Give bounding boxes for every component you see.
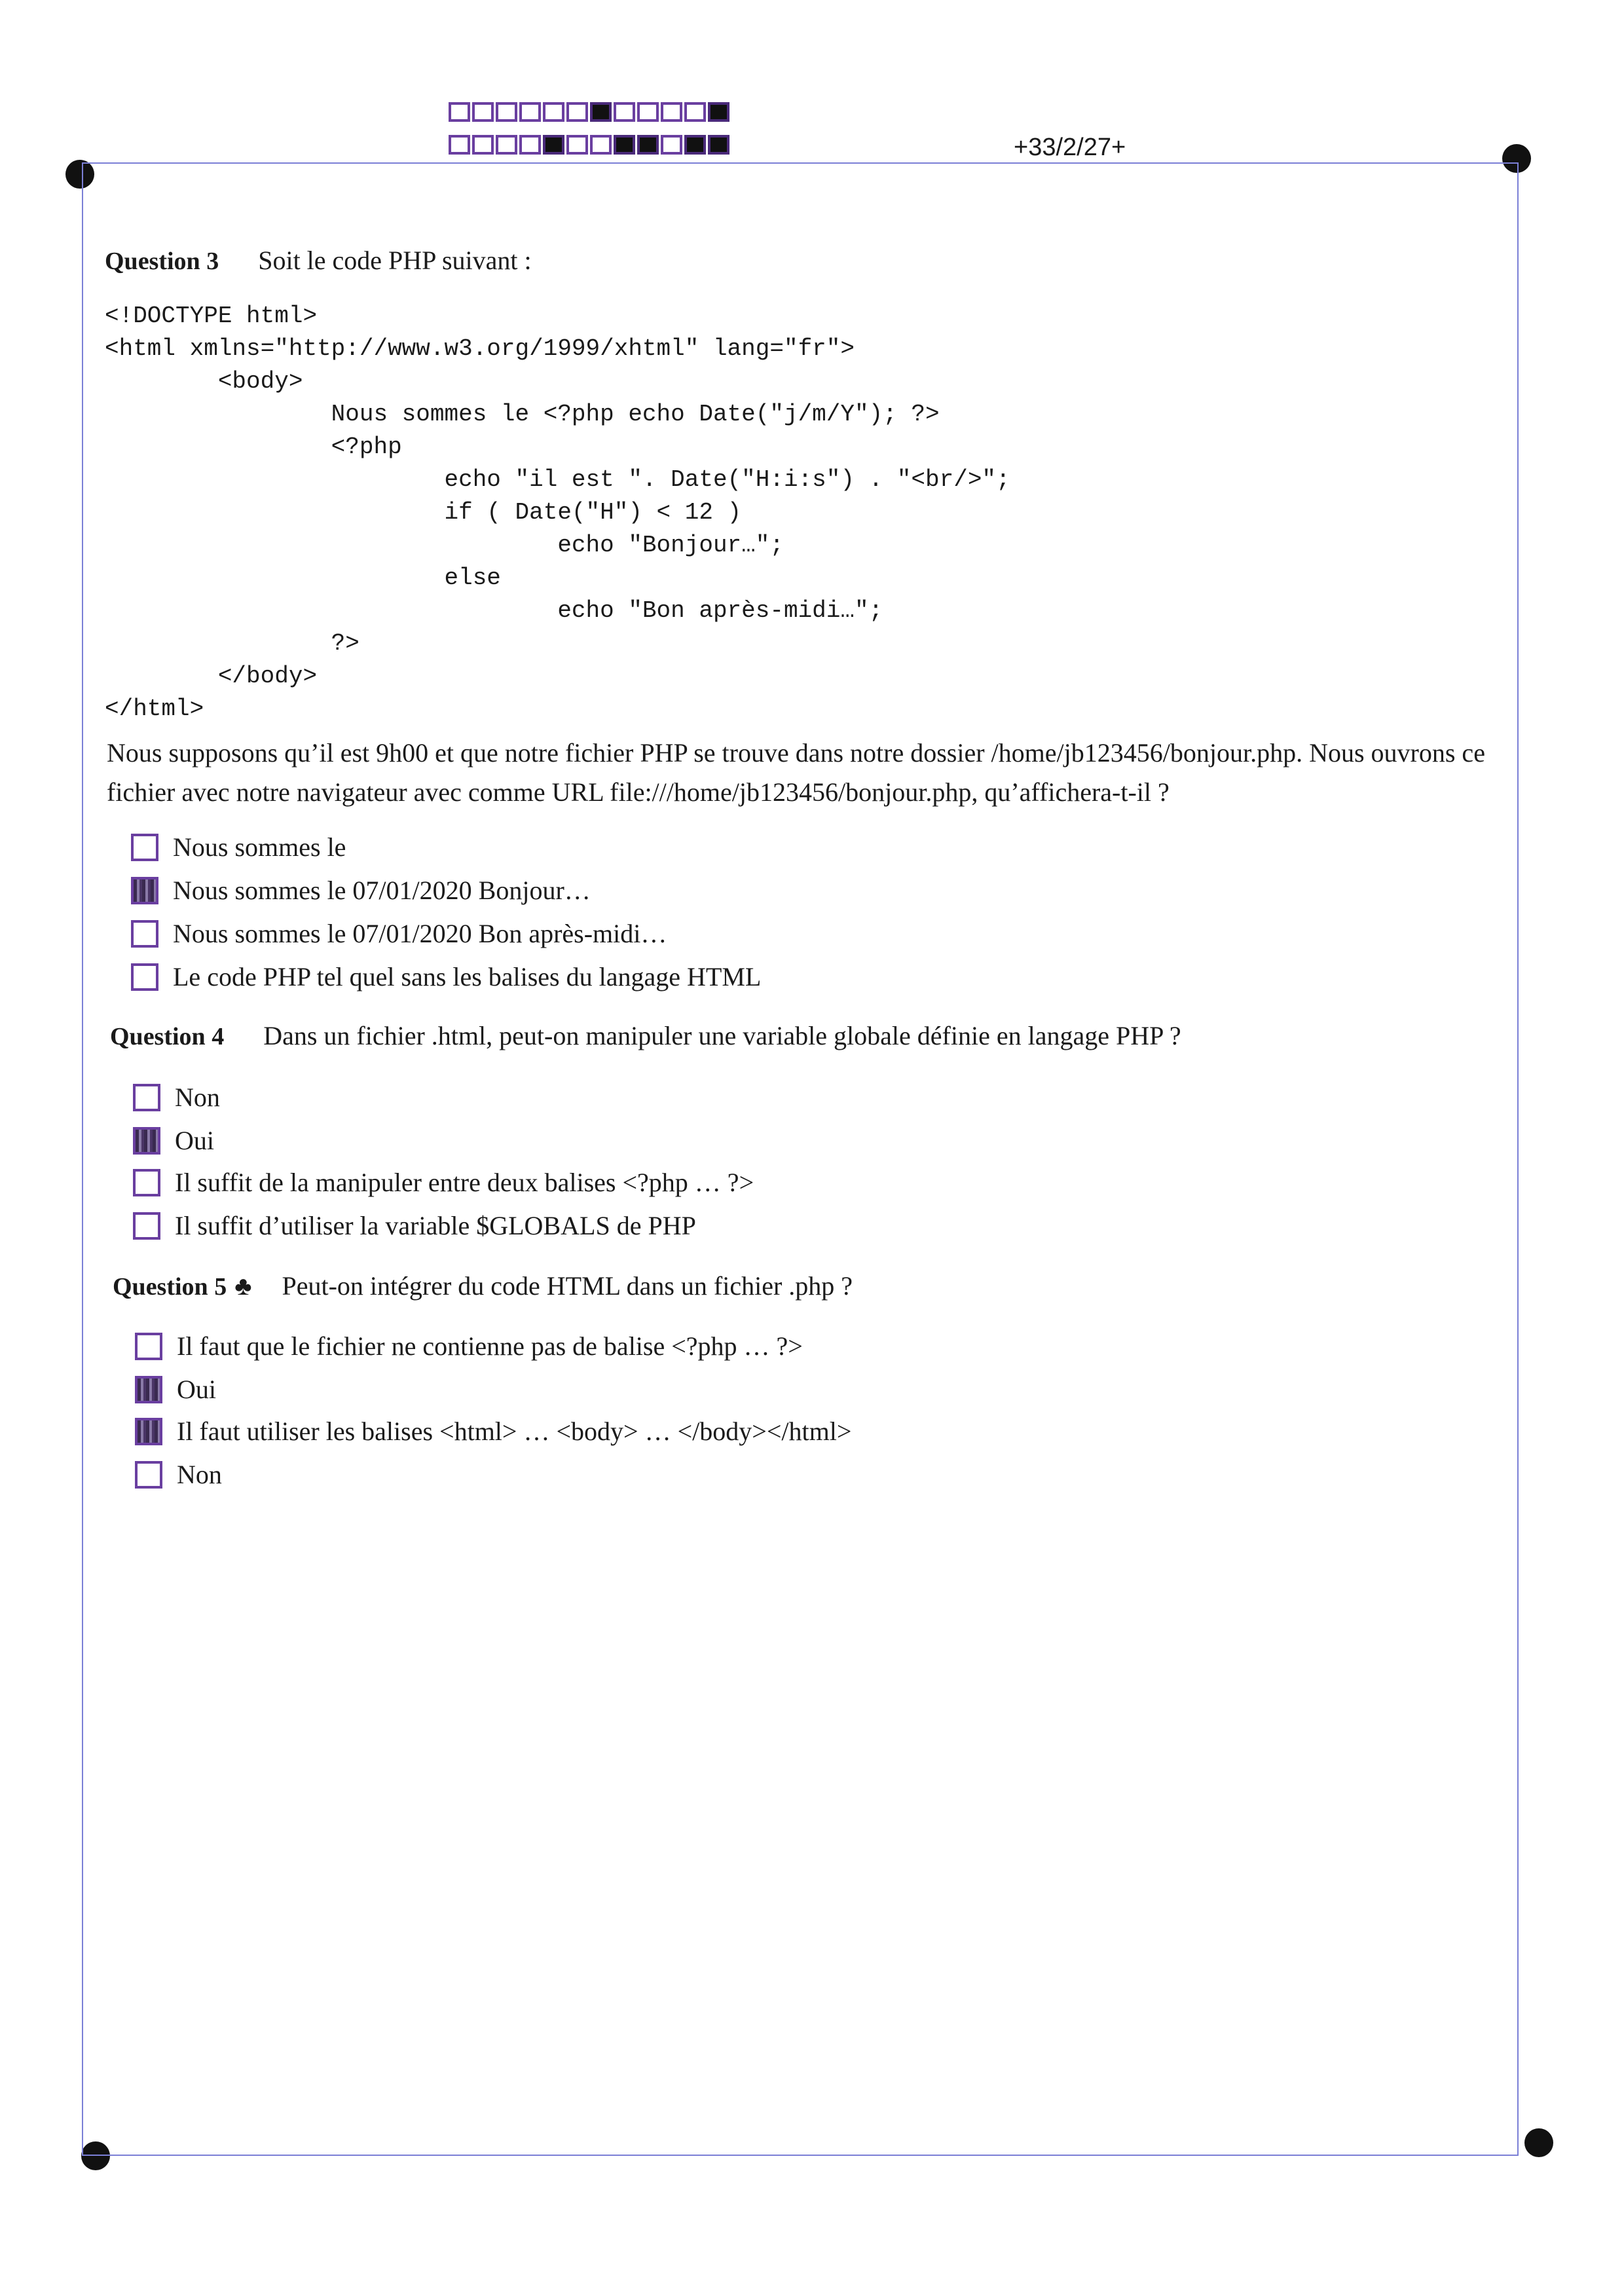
checkbox[interactable]: [131, 834, 158, 861]
checkbox[interactable]: [133, 1169, 160, 1196]
option-label: Oui: [175, 1126, 214, 1155]
id-code-cell: [684, 135, 706, 155]
id-code-cell: [614, 135, 635, 155]
id-code-cell: [472, 135, 494, 155]
checkbox[interactable]: [135, 1418, 162, 1445]
id-code-row-1: [449, 102, 731, 122]
id-code-cell: [472, 102, 494, 122]
id-code-cell: [684, 102, 706, 122]
id-code-cell: [543, 102, 564, 122]
option-q3-b[interactable]: [131, 875, 591, 906]
question-3-header: [105, 245, 532, 276]
id-code-row-2: [449, 135, 731, 155]
page-id: +33/2/27+: [1014, 134, 1126, 161]
checkbox[interactable]: [131, 877, 158, 904]
checkbox[interactable]: [131, 920, 158, 948]
php-code-block: <!DOCTYPE html> <html xmlns="http://www.w3.org/1999/xhtml" lang="fr"> <body> Nous sommes le <?php echo Date("j/m/Y"); ?> <?php echo "il est ". Date("H:i:s") . "<br/>"; if ( Date("H") < 12 ) echo "Bonjour…"; else echo "Bon après-midi…"; ?> </body> </html>: [105, 303, 1010, 722]
option-q4-b[interactable]: [133, 1125, 214, 1156]
id-code-cell: [637, 135, 659, 155]
question-4-header: [110, 1020, 1181, 1051]
id-code-cell: [566, 102, 588, 122]
id-code-cell: [543, 135, 564, 155]
option-q4-d[interactable]: [133, 1210, 696, 1241]
id-code-cell: [708, 135, 729, 155]
id-code-cell: [637, 102, 659, 122]
id-code-cell: [708, 102, 729, 122]
question-3-paragraph: Nous supposons qu’il est 9h00 et que notre fichier PHP se trouve dans notre dossier /home/jb123456/bonjour.php. Nous ouvrons ce fichier avec notre navigateur avec comme URL file:///home/jb123456/bonjour.php, qu’affichera-t-il ?: [107, 738, 1485, 807]
id-code-cell: [496, 135, 517, 155]
option-q4-a[interactable]: [133, 1082, 220, 1113]
option-q5-a[interactable]: [135, 1331, 803, 1361]
checkbox[interactable]: [133, 1212, 160, 1240]
checkbox[interactable]: [135, 1461, 162, 1489]
id-code-cell: [590, 102, 612, 122]
question-title: Question 5: [113, 1273, 227, 1301]
checkbox[interactable]: [133, 1127, 160, 1155]
option-q3-a[interactable]: [131, 832, 346, 862]
id-code-cell: [566, 135, 588, 155]
option-label: Nous sommes le 07/01/2020 Bonjour…: [173, 876, 591, 905]
option-label: Non: [175, 1083, 220, 1112]
question-title: Question 4: [110, 1023, 225, 1050]
option-label: Il faut que le fichier ne contienne pas de balise <?php … ?>: [177, 1331, 803, 1361]
id-code-cell: [590, 135, 612, 155]
id-code-cell: [519, 135, 541, 155]
option-q5-b[interactable]: [135, 1374, 216, 1405]
option-label: Il suffit de la manipuler entre deux balises <?php … ?>: [175, 1168, 754, 1197]
option-q3-c[interactable]: [131, 918, 667, 949]
option-q3-d[interactable]: [131, 961, 761, 992]
question-text: Soit le code PHP suivant :: [258, 246, 532, 275]
option-q5-c[interactable]: [135, 1416, 851, 1447]
option-label: Il faut utiliser les balises <html> … <body> … </body></html>: [177, 1416, 852, 1446]
id-code-cell: [661, 135, 682, 155]
question-text: Dans un fichier .html, peut-on manipuler une variable globale définie en langage PHP ?: [263, 1021, 1181, 1050]
checkbox[interactable]: [135, 1376, 162, 1403]
id-code-cell: [449, 135, 470, 155]
checkbox[interactable]: [133, 1084, 160, 1111]
id-code-cell: [519, 102, 541, 122]
id-code-cell: [449, 102, 470, 122]
id-code-cell: [496, 102, 517, 122]
club-icon: ♣: [234, 1271, 252, 1301]
checkbox[interactable]: [131, 963, 158, 991]
option-q4-c[interactable]: [133, 1167, 754, 1198]
corner-mark-bottom-right: [1524, 2128, 1553, 2157]
option-label: Le code PHP tel quel sans les balises du langage HTML: [173, 962, 762, 991]
option-label: Nous sommes le 07/01/2020 Bon après-midi…: [173, 919, 667, 948]
id-code-cell: [661, 102, 682, 122]
question-5-header: [113, 1270, 853, 1301]
question-text: Peut-on intégrer du code HTML dans un fichier .php ?: [282, 1271, 853, 1301]
option-q5-d[interactable]: [135, 1459, 222, 1490]
checkbox[interactable]: [135, 1333, 162, 1360]
option-label: Oui: [177, 1375, 216, 1404]
option-label: Il suffit d’utiliser la variable $GLOBALS de PHP: [175, 1211, 696, 1240]
question-title: Question 3: [105, 248, 219, 275]
option-label: Non: [177, 1460, 222, 1489]
option-label: Nous sommes le: [173, 832, 346, 862]
id-code-cell: [614, 102, 635, 122]
